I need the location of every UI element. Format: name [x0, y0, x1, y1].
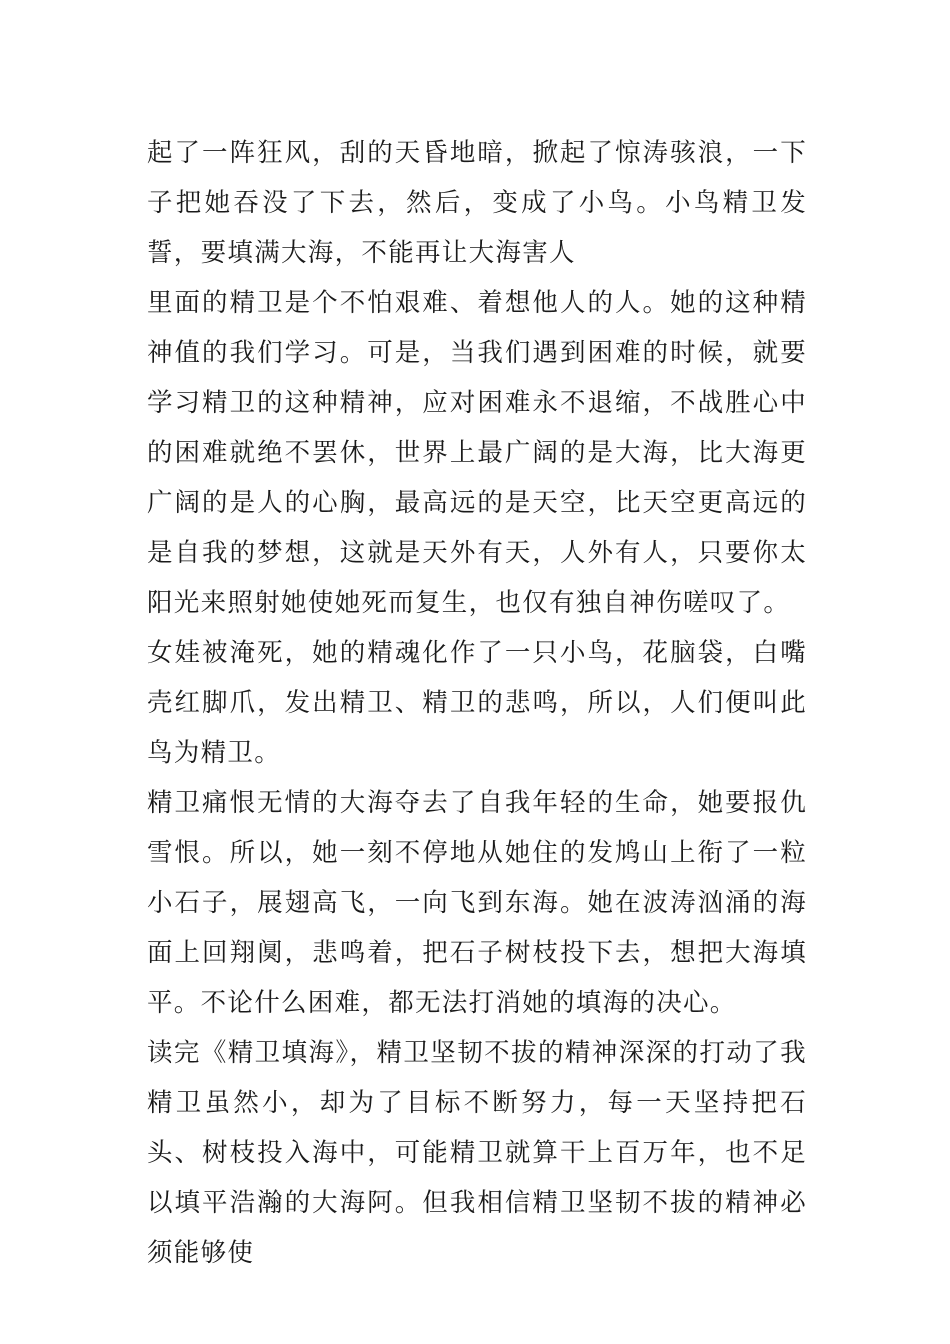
paragraph-3: 女娃被淹死，她的精魂化作了一只小鸟，花脑袋，白嘴壳红脚爪，发出精卫、精卫的悲鸣，所以，人们便叫此鸟为精卫。	[147, 638, 807, 768]
paragraph-5: 读完《精卫填海》，精卫坚韧不拔的精神深深的打动了我精卫虽然小，却为了目标不断努力，每一天坚持把石头、树枝投入海中，可能精卫就算干上百万年，也不足以填平浩瀚的大海阿。但我相信精卫坚韧不拔的精神必须能够使	[147, 1038, 807, 1268]
paragraph-1: 起了一阵狂风，刮的天昏地暗，掀起了惊涛骇浪，一下子把她吞没了下去，然后，变成了小鸟。小鸟精卫发誓，要填满大海，不能再让大海害人	[147, 138, 807, 268]
paragraph-2: 里面的精卫是个不怕艰难、着想他人的人。她的这种精神值的我们学习。可是，当我们遇到困难的时候，就要学习精卫的这种精神，应对困难永不退缩，不战胜心中的困难就绝不罢休，世界上最广阔的是大海，比大海更广阔的是人的心胸，最高远的是天空，比天空更高远的是自我的梦想，这就是天外有天，人外有人，只要你太阳光来照射她使她死而复生，也仅有独自神伤嗟叹了。	[147, 288, 807, 618]
paragraph-4: 精卫痛恨无情的大海夺去了自我年轻的生命，她要报仇雪恨。所以，她一刻不停地从她住的发鸠山上衔了一粒小石子，展翅高飞，一向飞到东海。她在波涛汹涌的海面上回翔阒，悲鸣着，把石子树枝投下去，想把大海填平。不论什么困难，都无法打消她的填海的决心。	[147, 788, 807, 1018]
body-text	[147, 128, 807, 1278]
